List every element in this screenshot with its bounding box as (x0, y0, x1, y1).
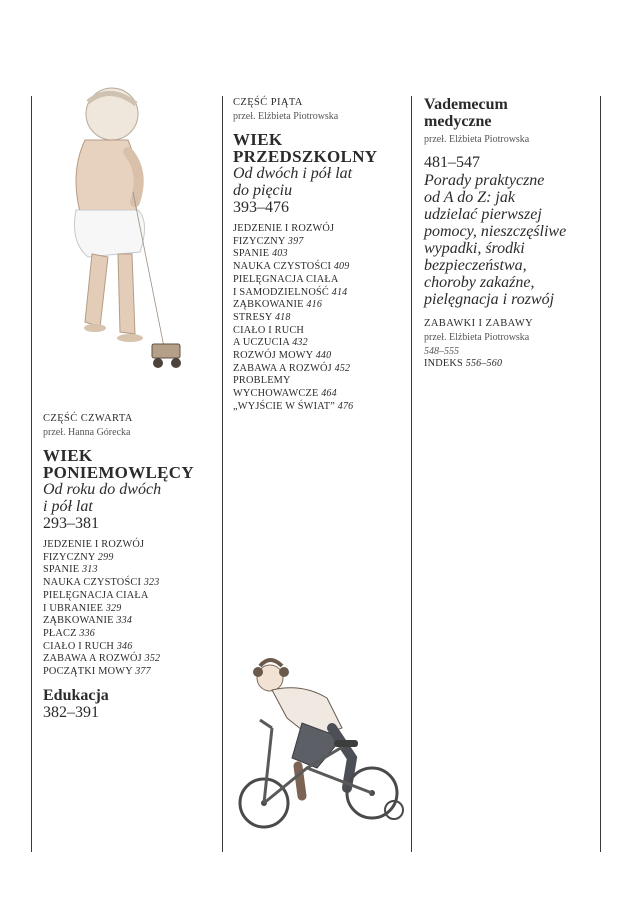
bicycle-child-illustration (232, 628, 410, 830)
toc-entry-page: 440 (315, 350, 332, 362)
part-four-translator: przeł. Hanna Górecka (43, 427, 131, 438)
toc-entry-text: SPANIE (43, 564, 80, 576)
toc-entry (233, 248, 408, 261)
vademecum-desc-line: wypadki, środki (424, 240, 525, 257)
toc-entry (233, 388, 408, 401)
part-five-label: CZĘŚĆ PIĄTA (233, 97, 303, 108)
toc-entry-page: 352 (144, 653, 161, 665)
part-five-subtitle-line2: do pięciu (233, 182, 293, 199)
part-five-subtitle-line1: Od dwóch i pół lat (233, 165, 353, 182)
toc-entry-page: 346 (116, 640, 133, 652)
toc-entry (233, 375, 408, 388)
part-five-toc (233, 223, 408, 414)
toc-entry (233, 299, 408, 312)
toc-entry-page: 414 (331, 286, 348, 298)
toc-entry-page: 313 (82, 564, 98, 576)
toddler-illustration (40, 82, 210, 382)
vademecum-description (424, 172, 596, 308)
toc-entry-page: 409 (333, 261, 350, 273)
toc-entry (43, 615, 218, 628)
toc-entry (233, 325, 408, 338)
column-part-four (43, 412, 218, 728)
toc-entry (43, 653, 218, 666)
vademecum-desc-line: choroby zakaźne, (424, 274, 535, 291)
part-four-subtitle-line1: Od roku do dwóch (43, 481, 162, 498)
toc-entry-text: PŁACZ (43, 627, 77, 639)
part-four-title-line2: PONIEMOWLĘCY (43, 463, 194, 482)
toc-entry-text: ZABAWA A ROZWÓJ (233, 362, 332, 374)
education-page-range: 382–391 (43, 703, 99, 721)
toc-entry (43, 628, 218, 641)
toc-entry-text: „WYJŚCIE W ŚWIAT” (233, 400, 335, 412)
toc-entry (43, 552, 218, 565)
vademecum-desc-line: od A do Z: jak (424, 189, 515, 206)
toc-entry-text: POCZĄTKI MOWY (43, 666, 133, 678)
toc-entry-page: 336 (79, 627, 96, 639)
part-five-translator: przeł. Elżbieta Piotrowska (233, 111, 339, 122)
toc-entry-page: 476 (337, 400, 354, 412)
part-five-page-range: 393–476 (233, 199, 289, 216)
part-four-subtitle-line2: i pół lat (43, 498, 93, 515)
column-rule-far-right (600, 96, 601, 852)
toys-page-range: 548–555 (424, 346, 459, 357)
toc-entry-text: STRESY (233, 311, 273, 323)
vademecum-desc-line: pomocy, nieszczęśliwe (424, 223, 567, 240)
toc-entry-text: PROBLEMY (233, 375, 291, 387)
toc-entry-text: ZĄBKOWANIE (233, 299, 304, 311)
toc-entry-page: 403 (272, 248, 288, 260)
column-rule-right (411, 96, 412, 852)
vademecum-title-line1: Vademecum (424, 96, 508, 113)
toc-entry-text: FIZYCZNY (233, 235, 286, 247)
toc-entry-page: 323 (143, 577, 160, 589)
toc-entry-page: 397 (287, 235, 304, 247)
part-five-title-line2: PRZEDSZKOLNY (233, 147, 378, 166)
toc-entry-text: I UBRANIEE (43, 602, 104, 614)
part-four-label: CZĘŚĆ CZWARTA (43, 413, 133, 424)
toc-entry (43, 539, 218, 552)
toys-translator: przeł. Elżbieta Piotrowska (424, 332, 530, 343)
toc-entry-text: PIELĘGNACJA CIAŁA (233, 273, 339, 285)
vademecum-desc-line: pielęgnacja i rozwój (424, 291, 555, 308)
vademecum-desc-line: udzielać pierwszej (424, 206, 542, 223)
toc-entry-text: PIELĘGNACJA CIAŁA (43, 589, 149, 601)
toc-entry-text: NAUKA CZYSTOŚCI (43, 577, 142, 589)
toc-entry-text: I SAMODZIELNOŚĆ (233, 286, 329, 298)
toc-entry-text: JEDZENIE I ROZWÓJ (43, 539, 145, 550)
toys-label: ZABAWKI I ZABAWY (424, 318, 534, 329)
toc-entry-text: CIAŁO I RUCH (43, 640, 115, 652)
toc-entry (233, 274, 408, 287)
toc-entry (43, 603, 218, 616)
toc-entry-text: A UCZUCIA (233, 337, 290, 349)
toc-entry (233, 261, 408, 274)
toc-entry-text: ROZWÓJ MOWY (233, 350, 313, 362)
column-rule-left (31, 96, 32, 852)
toc-entry (233, 312, 408, 325)
toc-entry-page: 329 (105, 602, 122, 614)
toc-entry (43, 590, 218, 603)
toc-entry-page: 464 (321, 388, 337, 400)
toc-entry (233, 337, 408, 350)
toc-entry (233, 287, 408, 300)
vademecum-translator: przeł. Elżbieta Piotrowska (424, 134, 530, 145)
toc-entry-page: 432 (292, 337, 308, 349)
toc-entry-page: 299 (97, 551, 114, 563)
index-page-range: 556–560 (465, 358, 503, 369)
toc-entry-page: 452 (334, 362, 351, 374)
toc-entry (43, 564, 218, 577)
toc-entry-text: WYCHOWAWCZE (233, 388, 319, 400)
vademecum-page-range: 481–547 (424, 154, 480, 171)
toc-entry-page: 334 (116, 615, 133, 627)
toc-entry-text: FIZYCZNY (43, 551, 96, 563)
toc-entry-text: CIAŁO I RUCH (233, 324, 305, 336)
part-four-title-line1: WIEK (43, 446, 93, 465)
toc-entry-text: NAUKA CZYSTOŚCI (233, 261, 332, 273)
vademecum-desc-line: Porady praktyczne (424, 172, 545, 189)
toc-entry-page: 418 (274, 311, 291, 323)
toc-entry-text: ZABAWA A ROZWÓJ (43, 653, 142, 665)
toc-entry (43, 666, 218, 679)
toc-entry (43, 641, 218, 654)
part-five-title-line1: WIEK (233, 130, 283, 149)
toc-entry (233, 236, 408, 249)
toc-entry-page: 416 (306, 299, 323, 311)
toc-entry (233, 223, 408, 236)
toc-entry-page: 377 (135, 666, 151, 678)
column-part-five (233, 96, 408, 414)
toc-entry (43, 577, 218, 590)
vademecum-title-line2: medyczne (424, 113, 492, 130)
column-rule-middle (222, 96, 223, 852)
toc-entry-text: JEDZENIE I ROZWÓJ (233, 223, 335, 234)
education-title: Edukacja (43, 686, 109, 704)
toc-entry (233, 350, 408, 363)
toc-entry-text: SPANIE (233, 248, 270, 260)
column-medical-vademecum (424, 96, 596, 371)
part-four-page-range: 293–381 (43, 515, 99, 532)
toc-entry (233, 401, 408, 414)
index-label: INDEKS (424, 358, 463, 369)
vademecum-desc-line: bezpieczeństwa, (424, 257, 527, 274)
part-four-toc (43, 539, 218, 679)
toc-entry (233, 363, 408, 376)
index-entry (424, 358, 596, 371)
toc-entry-text: ZĄBKOWANIE (43, 615, 114, 627)
